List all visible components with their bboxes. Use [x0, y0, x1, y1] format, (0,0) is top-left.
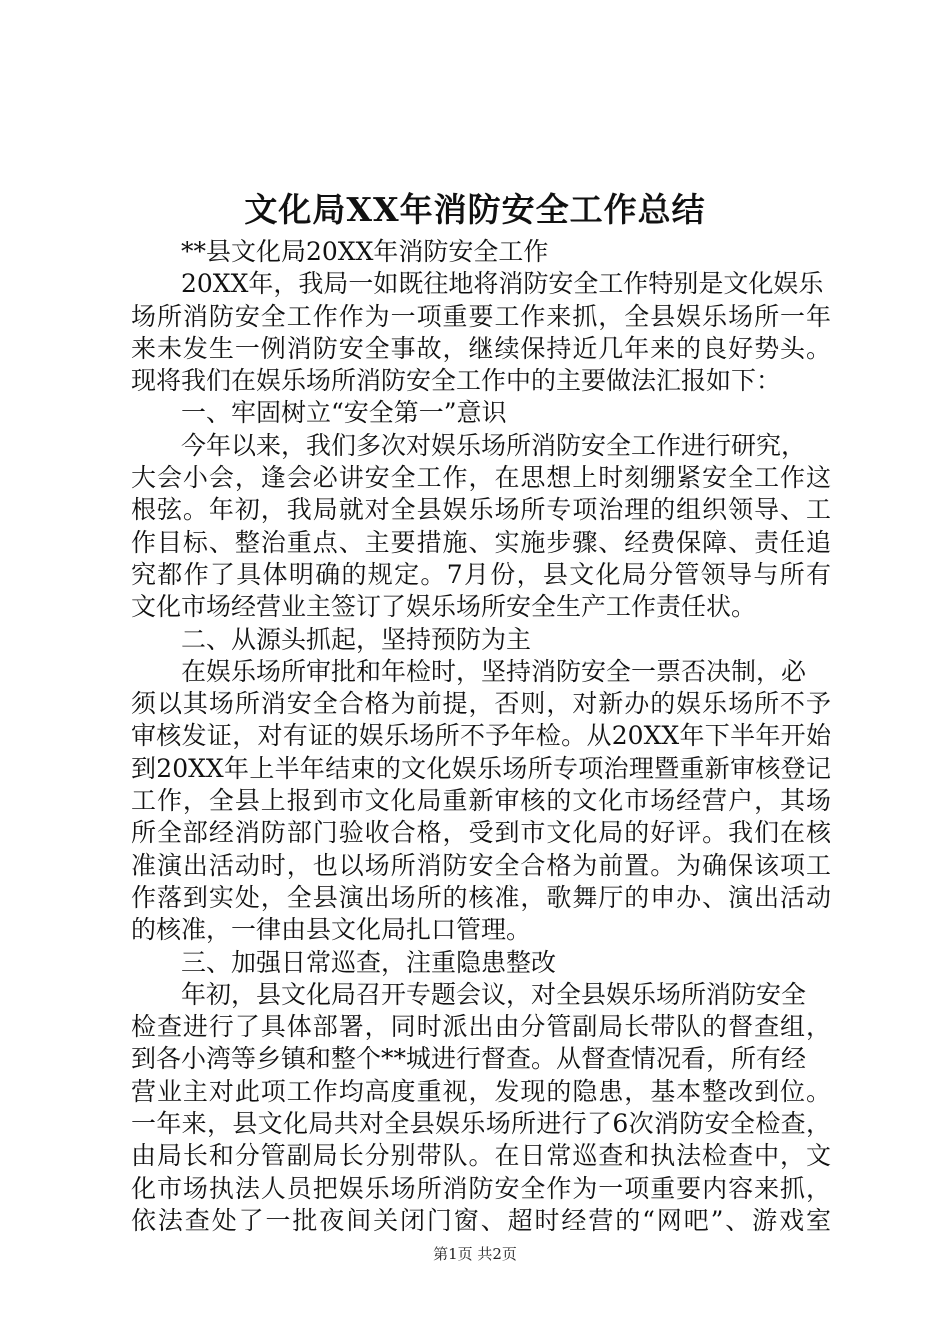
paragraph-line: 来未发生一例消防安全事故，继续保持近几年来的良好势头。: [131, 333, 831, 363]
paragraph-line: 准演出活动时，也以场所消防安全合格为前置。为确保该项工: [131, 850, 831, 880]
paragraph-first-line: 年初，县文化局召开专题会议，对全县娱乐场所消防安全: [181, 979, 807, 1009]
paragraph-first-line: 二、从源头抓起，坚持预防为主: [181, 624, 532, 654]
paragraph-first-line: 三、加强日常巡查，注重隐患整改: [181, 947, 557, 977]
paragraph-line: 作目标、整治重点、主要措施、实施步骤、经费保障、责任追: [131, 527, 831, 557]
paragraph-line: 到20XX年上半年结束的文化娱乐场所专项治理暨重新审核登记: [131, 753, 831, 783]
paragraph-line: 的核准，一律由县文化局扎口管理。: [131, 915, 532, 945]
paragraph-first-line: 一、牢固树立“安全第一”意识: [181, 398, 507, 428]
paragraph-line: 一年来，县文化局共对全县娱乐场所进行了6次消防安全检查，: [131, 1109, 831, 1139]
paragraph-line: 营业主对此项工作均高度重视，发现的隐患，基本整改到位。: [131, 1076, 831, 1106]
paragraph-line: 化市场执法人员把娱乐场所消防安全作为一项重要内容来抓，: [131, 1173, 831, 1203]
paragraph-first-line: 20XX年，我局一如既往地将消防安全工作特别是文化娱乐: [181, 269, 824, 299]
paragraph-first-line: 今年以来，我们多次对娱乐场所消防安全工作进行研究，: [181, 430, 807, 460]
paragraph-line: 由局长和分管副局长分别带队。在日常巡查和执法检查中，文: [131, 1141, 831, 1171]
paragraph-line: 大会小会，逢会必讲安全工作，在思想上时刻绷紧安全工作这: [131, 463, 831, 493]
paragraph-line: 到各小湾等乡镇和整个**城进行督查。从督查情况看，所有经: [131, 1044, 807, 1074]
paragraph-line: 作落到实处，全县演出场所的核准，歌舞厅的申办、演出活动: [131, 882, 831, 912]
paragraph-line: 文化市场经营业主签订了娱乐场所安全生产工作责任状。: [131, 592, 757, 622]
paragraph-first-line: **县文化局20XX年消防安全工作: [181, 237, 549, 266]
paragraph-line: 依法查处了一批夜间关闭门窗、超时经营的“网吧”、游戏室: [131, 1205, 831, 1235]
paragraph-line: 场所消防安全工作作为一项重要工作来抓，全县娱乐场所一年: [131, 301, 831, 331]
paragraph-line: 须以其场所消安全合格为前提，否则，对新办的娱乐场所不予: [131, 689, 831, 719]
paragraph-line: 所全部经消防部门验收合格，受到市文化局的好评。我们在核: [131, 818, 831, 848]
paragraph-line: 究都作了具体明确的规定。7月份，县文化局分管领导与所有: [131, 559, 831, 589]
paragraph-line: 检查进行了具体部署，同时派出由分管副局长带队的督查组，: [131, 1012, 831, 1042]
paragraph-line: 现将我们在娱乐场所消防安全工作中的主要做法汇报如下：: [131, 366, 782, 396]
paragraph-line: 审核发证，对有证的娱乐场所不予年检。从20XX年下半年开始: [131, 721, 831, 751]
paragraph-line: 根弦。年初，我局就对全县娱乐场所专项治理的组织领导、工: [131, 495, 831, 525]
document-title: 文化局XX年消防安全工作总结: [244, 190, 706, 229]
page-footer: 第1页 共2页: [433, 1245, 517, 1263]
paragraph-first-line: 在娱乐场所审批和年检时，坚持消防安全一票否决制，必: [181, 656, 807, 686]
document-body: [131, 236, 831, 1237]
paragraph-line: 工作，全县上报到市文化局重新审核的文化市场经营户，其场: [131, 786, 831, 816]
